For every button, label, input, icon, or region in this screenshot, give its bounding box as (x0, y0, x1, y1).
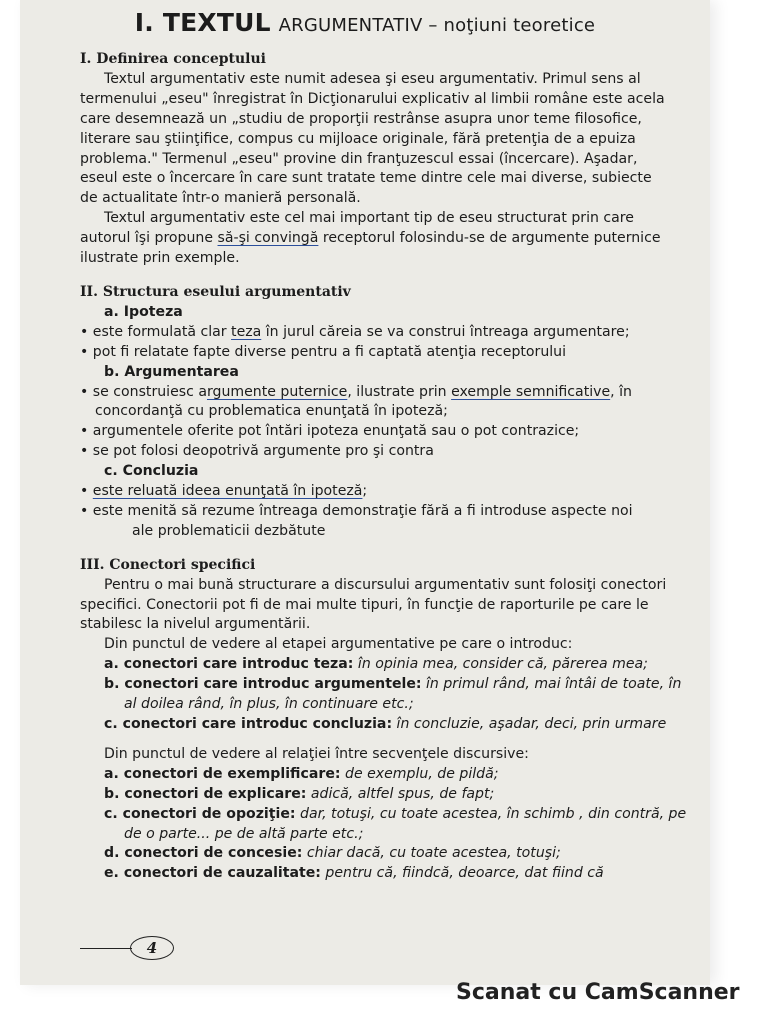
bullet-item: • se construiesc argumente puternice, ilustrate prin exemple semnificative, în (80, 383, 632, 400)
list-item: b. conectori care introduc argumentele: în primul rând, mai întâi de toate, în (104, 676, 682, 693)
bullet-item: • este formulată clar teza în jurul căreia se va construi întreaga argumentare; (80, 323, 630, 340)
definition-paragraph-2 (80, 209, 710, 269)
text-line: autorul îşi propune să-şi convingă receptorul folosindu-se de argumente puternice (80, 230, 661, 247)
bullet-item: • pot fi relatate fapte diverse pentru a fi captată atenţia receptorului (80, 343, 567, 360)
subheading-ipoteza: a. Ipoteza (104, 303, 183, 320)
title-main: I. TEXTUL (134, 8, 271, 37)
text-line: specifici. Conectorii pot fi de mai multe tipuri, în funcţie de raporturile pe care le (80, 596, 649, 613)
page-number-rule (80, 948, 132, 949)
book-page (20, 0, 710, 985)
title-rest: ARGUMENTATIV – noţiuni teoretice (278, 15, 596, 36)
page-title (20, 8, 710, 37)
definition-paragraph-1 (80, 70, 710, 209)
list-item: d. conectori de concesie: chiar dacă, cu toate acestea, totuşi; (104, 845, 561, 862)
subheading-concluzia: c. Concluzia (104, 463, 199, 480)
list-item: c. conectori de opoziţie: dar, totuşi, cu toate acestea, în schimb , din contră, pe (104, 805, 687, 822)
text-line: Textul argumentativ este cel mai important tip de eseu structurat prin care (104, 210, 634, 227)
list-item: a. conectori de exemplificare: de exemplu, de pildă; (104, 765, 499, 782)
text-line: de actualitate într-o manieră personală. (80, 190, 361, 207)
page-number-oval: 4 (130, 936, 174, 960)
list-item: e. conectori de cauzalitate: pentru că, fiindcă, deoarce, dat fiind că (104, 865, 604, 882)
subheading-argumentarea: b. Argumentarea (104, 363, 239, 380)
text-line: care desemnează un „studiu de proporţii restrânse asupra unor teme filosofice, (80, 110, 642, 127)
page-content (80, 50, 710, 884)
text-line: Pentru o mai bună structurare a discursului argumentativ sunt folosiţi conectori (104, 576, 667, 593)
list-item: c. conectori care introduc concluzia: în concluzie, aşadar, deci, prin urmare (104, 716, 667, 732)
scanner-watermark: Scanat cu CamScanner (456, 980, 740, 1005)
section-heading-1: I. Definirea conceptului (80, 51, 266, 67)
list-item: a. conectori care introduc teza: în opinia mea, consider că, părerea mea; (104, 656, 648, 673)
text-line: termenului „eseu" înregistrat în Dicţionarului explicativ al limbii române este acela (80, 90, 665, 107)
underlined-phrase: rgumente puternice (206, 383, 348, 400)
text-line: stabilesc la nivelul argumentării. (80, 616, 311, 633)
bullet-item: • se pot folosi deopotrivă argumente pro şi contra (80, 443, 434, 460)
section-heading-2: II. Structura eseului argumentativ (80, 283, 351, 300)
etapa-intro: Din punctul de vedere al etapei argumentative pe care o introduc: (104, 636, 573, 653)
list-item-continuation: al doilea rând, în plus, în continuare etc.; (124, 696, 414, 713)
list-item: b. conectori de explicare: adică, altfel spus, de fapt; (104, 785, 495, 802)
underlined-phrase: este reluată ideea enunţată în ipoteză (92, 483, 363, 500)
bullet-continuation: ale problematicii dezbătute (132, 522, 326, 539)
bullet-continuation: concordanţă cu problematica enunţată în ipoteză; (95, 403, 448, 420)
text-line: ilustrate prin exemple. (80, 250, 240, 267)
text-line: eseul este o încercare în care sunt tratate teme dintre cele mai diverse, subiecte (80, 170, 652, 187)
list-item-continuation: de o parte... pe de altă parte etc.; (124, 825, 364, 842)
underlined-phrase: teza (231, 323, 262, 340)
bullet-item: • este reluată ideea enunţată în ipoteză; (80, 483, 368, 500)
underlined-phrase: exemple semnificative (451, 383, 611, 400)
conectori-intro (80, 576, 710, 636)
section-heading-3: III. Conectori specifici (80, 556, 256, 573)
text-line: literare sau ştiinţifice, compus cu mijloace originale, fără pretenţia de a epuiza (80, 130, 636, 147)
underlined-phrase: să-şi convingă (217, 230, 319, 247)
text-line: problema." Termenul „eseu" provine din franţuzescul essai (încercare). Aşadar, (80, 150, 638, 167)
relatie-intro: Din punctul de vedere al relaţiei între secvenţele discursive: (104, 745, 529, 762)
text-line: Textul argumentativ este numit adesea şi eseu argumentativ. Primul sens al (104, 70, 641, 87)
bullet-item: • argumentele oferite pot întări ipoteza enunţată sau o pot contrazice; (80, 423, 580, 440)
bullet-item: • este menită să rezume întreaga demonstraţie fără a fi introduse aspecte noi (80, 502, 633, 519)
